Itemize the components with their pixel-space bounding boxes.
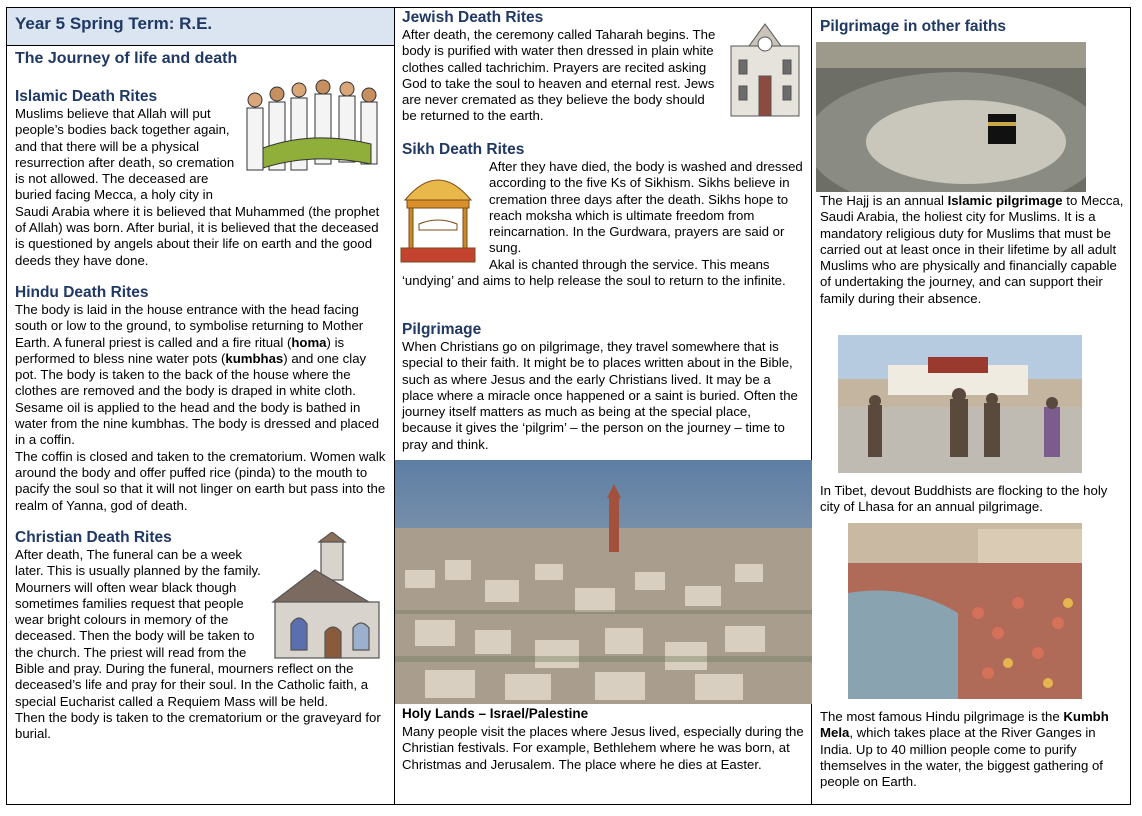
hindu-text-part: The coffin is closed and taken to the crematorium. Women walk around the body and offer puffed rice (pinda) to the mouth to pacify the soul so that it will not linger on earth but pass into the realm of Yanna, god of death. — [15, 448, 386, 513]
column-middle — [395, 8, 812, 804]
hajj-text-part: The Hajj is an annual — [820, 193, 948, 208]
column-left — [7, 8, 395, 804]
page-title: Year 5 Spring Term: R.E. — [7, 8, 394, 46]
pilgrimage-heading: Pilgrimage — [402, 321, 482, 338]
sikh-text-akal — [402, 257, 804, 290]
hindu-text-part: The body is laid in the house entrance with the head facing south or low to the ground, to symbolise returning to Mother Earth. A funeral priest is called and a fire ritual ( — [15, 302, 364, 350]
jewish-text: After death, the ceremony called Taharah begins. The body is purified with water then dressed in plain white clothes called tachrichim. Prayers are recited asking God to take the soul to heaven and eternal rest. Jews are never cremated as they believe the body should be returned to the earth. — [402, 27, 716, 124]
holy-lands-text: Many people visit the places where Jesus lived, especially during the Christian festivals. For example, Bethlehem where he was born, at Christmas and Jerusalem. The place where he dies at Easter. — [402, 724, 804, 772]
sikh-text-akal-content: Akal is chanted through the service. This means ‘undying’ and aims to help release the soul to return to the infinite. — [402, 257, 786, 289]
jerusalem-city-photo — [395, 460, 812, 704]
christian-heading: Christian Death Rites — [15, 529, 172, 546]
christian-text-main: After death, The funeral can be a week later. This is usually planned by the family. Mourners will often wear black though sometimes families request that people wear bright colours in memory of the deceased. Then the body will be taken to the church. The priest will read from the Bible and pray. During the funeral, mourners reflect on the deceased’s life and pray for their soul. In the Catholic faith, a special Eucharist called a Requiem Mass will be held. — [15, 547, 369, 709]
hajj-text-part: to Mecca, Saudi Arabia, the holiest city for Muslims. It is a mandatory religious duty for Muslims that must be carried out at least once in their lifetime by all adult Muslims who are physically and financially capable of undertaking the journey, and can support their family during their absence. — [820, 193, 1124, 306]
hindu-kumbhas: kumbhas — [225, 350, 284, 366]
hajj-text-bold: Islamic pilgrimage — [947, 193, 1063, 208]
kumbh-text-bold: Kumbh Mela — [820, 709, 1109, 741]
lhasa-pilgrims-photo — [838, 335, 1082, 473]
sikh-heading: Sikh Death Rites — [402, 141, 525, 158]
islamic-text: Muslims believe that Allah will put people’s bodies back together again, and that there will be a physical resurrection after death, so cremation is not allowed. The deceased are buried facing Mecca, a holy city in Saudi Arabia where it is believed that Muhammed (the prophet of Allah) was born. After burial, it is believed that the deceased is questioned by angels about their life on earth and the good deeds they have done. — [15, 106, 380, 268]
kumbh-text-part: The most famous Hindu pilgrimage is the — [820, 709, 1064, 724]
hindu-text — [15, 302, 387, 514]
term-sheet — [6, 7, 1131, 805]
hajj-mecca-photo — [816, 42, 1086, 192]
synagogue-illustration — [725, 16, 805, 118]
christian-text-burial: Then the body is taken to the crematorium or the graveyard for burial. — [15, 709, 381, 742]
other-faiths-heading: Pilgrimage in other faiths — [820, 18, 1007, 35]
jewish-heading: Jewish Death Rites — [402, 9, 544, 26]
tibet-text: In Tibet, devout Buddhists are flocking to the holy city of Lhasa for an annual pilgrimage. — [820, 483, 1108, 515]
column-right — [812, 8, 1130, 804]
page-subtitle: The Journey of life and death — [15, 50, 238, 67]
hindu-homa: homa — [291, 334, 327, 350]
guru-granth-sahib-illustration — [395, 160, 481, 264]
kumbh-text-part: , which takes place at the River Ganges in India. Up to 40 million people come to purify themselves in the water, the biggest gathering of people on Earth. — [820, 725, 1103, 790]
kumbh-text — [820, 709, 1128, 790]
hajj-text — [820, 193, 1128, 307]
hindu-text-part: ) and one clay pot. The body is taken to the back of the house where the clothes are removed and the body is draped in white cloth. Sesame oil is applied to the head and the body is bathed in water from the nine kumbhas. The body is dressed and placed in a coffin. — [15, 350, 380, 448]
christian-text — [15, 547, 387, 743]
hindu-heading: Hindu Death Rites — [15, 284, 149, 301]
hindu-text-part: ) is performed to bless nine water pots ( — [15, 334, 345, 366]
kumbh-mela-photo — [848, 523, 1082, 699]
holy-lands-heading: Holy Lands – Israel/Palestine — [402, 706, 589, 721]
sikh-text: After they have died, the body is washed and dressed according to the five Ks of Sikhism. Sikhs believe in cremation three days after the death. Sikhs hope to reach moksha which is ultimate freedom from reincarnation. In the Gurdwara, prayers are said or sung. — [489, 159, 803, 256]
pilgrimage-text: When Christians go on pilgrimage, they travel somewhere that is special to their faith. It might be to places written about in the Bible, such as where Jesus and the early Christians lived. It may be a place where a miracle once happened or a saint is buried. Often the journey itself matters as much as being at the special place, because it gives the ‘pilgrim’ – the person on the journey – time to pray and think. — [402, 339, 798, 452]
islamic-heading: Islamic Death Rites — [15, 88, 158, 105]
